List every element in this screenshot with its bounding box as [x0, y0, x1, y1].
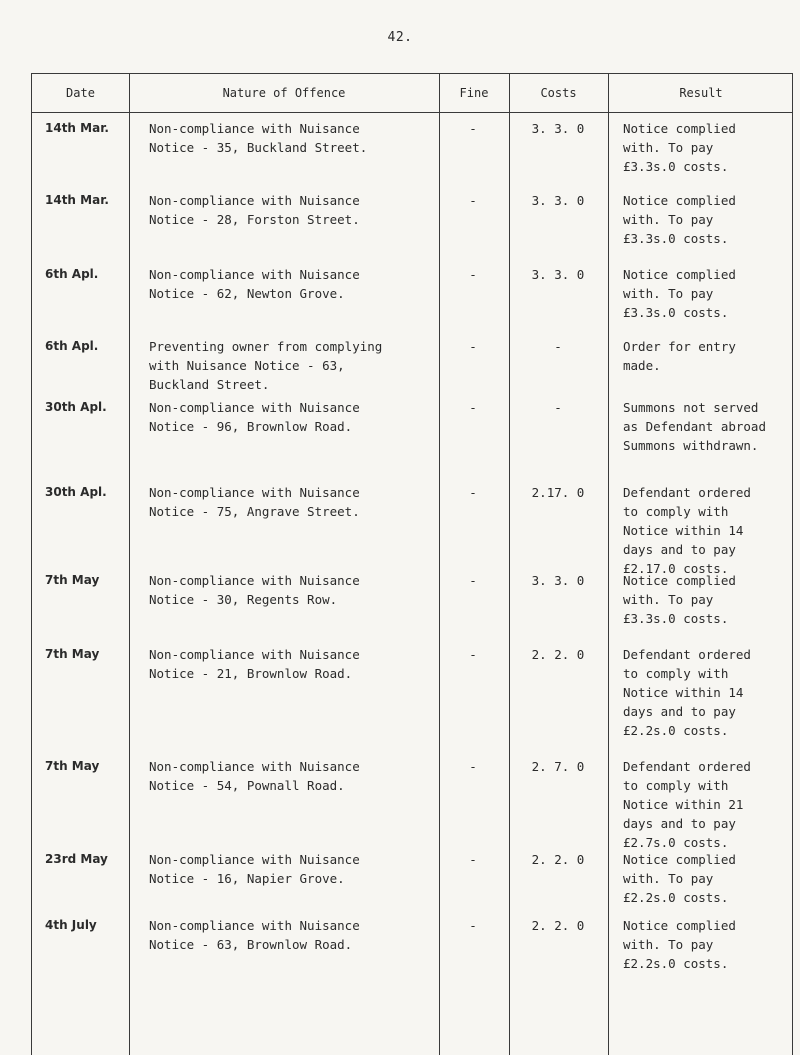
date-cell: 23rd May — [45, 852, 108, 866]
fine-cell: - — [469, 918, 477, 933]
nature-cell: Non-compliance with Nuisance Notice - 30, Regents Row. — [149, 573, 360, 607]
column-divider — [129, 74, 130, 1055]
column-divider — [608, 74, 609, 1055]
costs-cell: 3. 3. 0 — [531, 573, 585, 588]
costs-cell: - — [554, 400, 562, 415]
nature-cell: Non-compliance with Nuisance Notice - 28, Forston Street. — [149, 193, 360, 227]
header-divider — [32, 112, 792, 113]
result-cell: Defendant ordered to comply with Notice within 14 days and to pay £2.2s.0 costs. — [623, 647, 751, 738]
fine-cell: - — [469, 852, 477, 867]
result-cell: Notice complied with. To pay £3.3s.0 costs. — [623, 267, 736, 320]
date-cell: 30th Apl. — [45, 485, 107, 499]
fine-cell: - — [469, 193, 477, 208]
header-nature: Nature of Offence — [222, 86, 346, 100]
fine-cell: - — [469, 400, 477, 415]
nature-cell: Non-compliance with Nuisance Notice - 62, Newton Grove. — [149, 267, 360, 301]
costs-cell: - — [554, 339, 562, 354]
costs-cell: 2. 2. 0 — [531, 647, 585, 662]
fine-cell: - — [469, 485, 477, 500]
fine-cell: - — [469, 267, 477, 282]
nature-cell: Non-compliance with Nuisance Notice - 21, Brownlow Road. — [149, 647, 360, 681]
nature-cell: Non-compliance with Nuisance Notice - 16, Napier Grove. — [149, 852, 360, 886]
result-cell: Notice complied with. To pay £3.3s.0 costs. — [623, 121, 736, 174]
result-cell: Summons not served as Defendant abroad Summons withdrawn. — [623, 400, 766, 453]
fine-cell: - — [469, 339, 477, 354]
header-costs: Costs — [540, 86, 577, 100]
result-cell: Defendant ordered to comply with Notice within 21 days and to pay £2.7s.0 costs. — [623, 759, 751, 850]
fine-cell: - — [469, 647, 477, 662]
header-result: Result — [679, 86, 723, 100]
column-divider — [509, 74, 510, 1055]
date-cell: 7th May — [45, 573, 100, 587]
nature-cell: Non-compliance with Nuisance Notice - 35, Buckland Street. — [149, 121, 368, 155]
costs-cell: 2. 2. 0 — [531, 852, 585, 867]
result-cell: Notice complied with. To pay £2.2s.0 costs. — [623, 852, 736, 905]
costs-cell: 2.17. 0 — [531, 485, 585, 500]
fine-cell: - — [469, 573, 477, 588]
costs-cell: 2. 2. 0 — [531, 918, 585, 933]
fine-cell: - — [469, 121, 477, 136]
page-number: 42. — [387, 30, 413, 45]
offences-table — [31, 73, 793, 1055]
date-cell: 6th Apl. — [45, 339, 99, 353]
date-cell: 14th Mar. — [45, 193, 109, 207]
nature-cell: Non-compliance with Nuisance Notice - 54, Pownall Road. — [149, 759, 360, 793]
date-cell: 7th May — [45, 647, 100, 661]
nature-cell: Non-compliance with Nuisance Notice - 63, Brownlow Road. — [149, 918, 360, 952]
header-fine: Fine — [459, 86, 489, 100]
costs-cell: 3. 3. 0 — [531, 193, 585, 208]
result-cell: Order for entry made. — [623, 339, 736, 373]
nature-cell: Non-compliance with Nuisance Notice - 96, Brownlow Road. — [149, 400, 360, 434]
result-cell: Notice complied with. To pay £2.2s.0 costs. — [623, 918, 736, 971]
nature-cell: Non-compliance with Nuisance Notice - 75, Angrave Street. — [149, 485, 360, 519]
costs-cell: 3. 3. 0 — [531, 121, 585, 136]
fine-cell: - — [469, 759, 477, 774]
costs-cell: 3. 3. 0 — [531, 267, 585, 282]
date-cell: 14th Mar. — [45, 121, 109, 135]
result-cell: Defendant ordered to comply with Notice within 14 days and to pay £2.17.0 costs. — [623, 485, 751, 576]
result-cell: Notice complied with. To pay £3.3s.0 costs. — [623, 573, 736, 626]
date-cell: 4th July — [45, 918, 97, 932]
date-cell: 30th Apl. — [45, 400, 107, 414]
costs-cell: 2. 7. 0 — [531, 759, 585, 774]
date-cell: 6th Apl. — [45, 267, 99, 281]
header-date: Date — [66, 86, 95, 100]
result-cell: Notice complied with. To pay £3.3s.0 costs. — [623, 193, 736, 246]
date-cell: 7th May — [45, 759, 100, 773]
nature-cell: Preventing owner from complying with Nuisance Notice - 63, Buckland Street. — [149, 339, 383, 392]
